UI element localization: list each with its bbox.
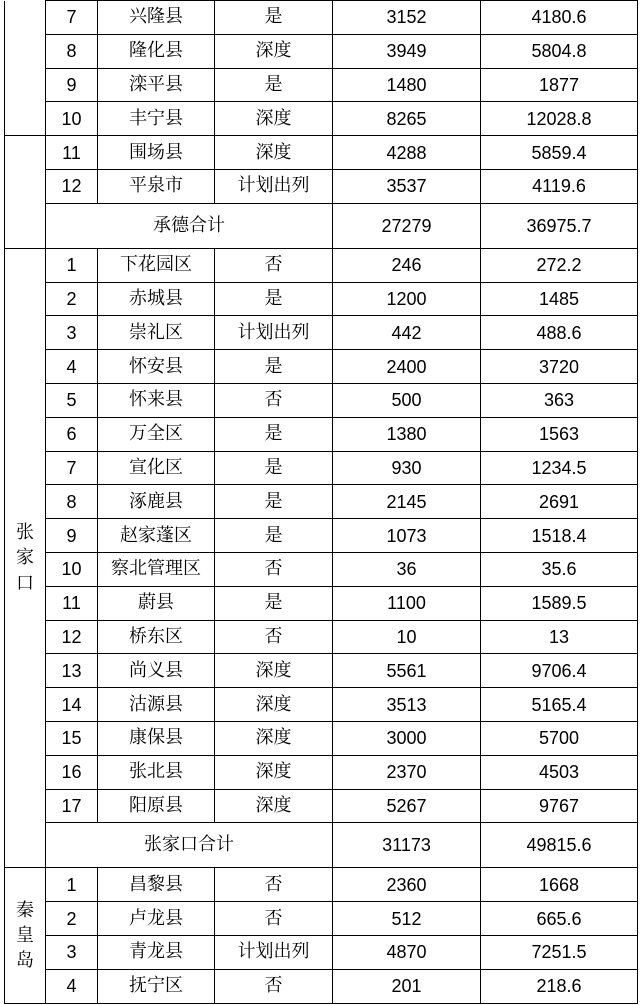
value-1-cell: 4870: [333, 935, 481, 969]
value-1-cell: 1200: [333, 282, 481, 316]
county-name-cell: 兴隆县: [98, 1, 215, 35]
value-2-cell: 1234.5: [481, 451, 638, 485]
table-row: [5, 519, 638, 553]
status-cell: 否: [215, 552, 333, 586]
table-row: [5, 1, 638, 35]
status-cell: 是: [215, 485, 333, 519]
city-cell: [5, 1, 46, 136]
county-name-cell: 抚宁区: [98, 969, 215, 1003]
value-1-cell: 500: [333, 383, 481, 417]
subtotal-label: 张家口合计: [46, 823, 333, 868]
county-name-cell: 怀安县: [98, 350, 215, 384]
subtotal-row: [5, 203, 638, 248]
value-2-cell: 5165.4: [481, 688, 638, 722]
value-1-cell: 4288: [333, 136, 481, 170]
subtotal-label: 承德合计: [46, 203, 333, 248]
row-number-cell: 10: [46, 102, 98, 136]
county-name-cell: 沽源县: [98, 688, 215, 722]
status-cell: 是: [215, 350, 333, 384]
value-2-cell: 5804.8: [481, 34, 638, 68]
row-number-cell: 5: [46, 383, 98, 417]
county-name-cell: 阳原县: [98, 789, 215, 823]
county-name-cell: 康保县: [98, 721, 215, 755]
value-1-cell: 8265: [333, 102, 481, 136]
subtotal-v2-cell: 36975.7: [481, 203, 638, 248]
table-row: [5, 586, 638, 620]
county-name-cell: 昌黎县: [98, 868, 215, 902]
row-number-cell: 2: [46, 902, 98, 936]
table-row: [5, 451, 638, 485]
value-1-cell: 442: [333, 316, 481, 350]
row-number-cell: 11: [46, 136, 98, 170]
table-row: [5, 721, 638, 755]
status-cell: 是: [215, 451, 333, 485]
value-1-cell: 2400: [333, 350, 481, 384]
value-2-cell: 665.6: [481, 902, 638, 936]
status-cell: 否: [215, 248, 333, 282]
status-cell: 否: [215, 620, 333, 654]
value-2-cell: 35.6: [481, 552, 638, 586]
status-cell: 否: [215, 969, 333, 1003]
status-cell: 深度: [215, 102, 333, 136]
table-row: [5, 383, 638, 417]
status-cell: 计划出列: [215, 316, 333, 350]
table-body: [5, 1, 638, 1004]
value-2-cell: 1668: [481, 868, 638, 902]
value-1-cell: 3000: [333, 721, 481, 755]
table-row: [5, 935, 638, 969]
county-name-cell: 涿鹿县: [98, 485, 215, 519]
value-2-cell: 1485: [481, 282, 638, 316]
value-1-cell: 1073: [333, 519, 481, 553]
value-2-cell: 7251.5: [481, 935, 638, 969]
value-2-cell: 488.6: [481, 316, 638, 350]
row-number-cell: 4: [46, 969, 98, 1003]
value-1-cell: 3513: [333, 688, 481, 722]
row-number-cell: 2: [46, 282, 98, 316]
value-2-cell: 1877: [481, 68, 638, 102]
table-row: [5, 485, 638, 519]
row-number-cell: 11: [46, 586, 98, 620]
status-cell: 是: [215, 68, 333, 102]
row-number-cell: 8: [46, 485, 98, 519]
table-row: [5, 248, 638, 282]
value-2-cell: 4180.6: [481, 1, 638, 35]
value-1-cell: 36: [333, 552, 481, 586]
table-row: [5, 34, 638, 68]
table-row: [5, 868, 638, 902]
value-2-cell: 1563: [481, 417, 638, 451]
status-cell: 是: [215, 417, 333, 451]
county-name-cell: 卢龙县: [98, 902, 215, 936]
status-cell: 深度: [215, 34, 333, 68]
status-cell: 深度: [215, 755, 333, 789]
table-row: [5, 316, 638, 350]
row-number-cell: 12: [46, 620, 98, 654]
table-row: [5, 654, 638, 688]
table-row: [5, 755, 638, 789]
status-cell: 深度: [215, 688, 333, 722]
county-name-cell: 察北管理区: [98, 552, 215, 586]
value-1-cell: 10: [333, 620, 481, 654]
county-name-cell: 尚义县: [98, 654, 215, 688]
value-1-cell: 5561: [333, 654, 481, 688]
subtotal-v2-cell: 49815.6: [481, 823, 638, 868]
county-name-cell: 怀来县: [98, 383, 215, 417]
row-number-cell: 9: [46, 68, 98, 102]
subtotal-v1-cell: 31173: [333, 823, 481, 868]
value-2-cell: 12028.8: [481, 102, 638, 136]
row-number-cell: 3: [46, 316, 98, 350]
table-row: [5, 969, 638, 1003]
subtotal-v1-cell: 27279: [333, 203, 481, 248]
row-number-cell: 14: [46, 688, 98, 722]
status-cell: 否: [215, 902, 333, 936]
status-cell: 是: [215, 282, 333, 316]
row-number-cell: 9: [46, 519, 98, 553]
county-name-cell: 隆化县: [98, 34, 215, 68]
city-cell: 秦 皇 岛: [5, 868, 46, 1003]
row-number-cell: 1: [46, 868, 98, 902]
table-row: [5, 688, 638, 722]
table-row: [5, 68, 638, 102]
value-2-cell: 4503: [481, 755, 638, 789]
value-2-cell: 5700: [481, 721, 638, 755]
value-1-cell: 2370: [333, 755, 481, 789]
value-1-cell: 3537: [333, 169, 481, 203]
status-cell: 否: [215, 868, 333, 902]
county-name-cell: 下花园区: [98, 248, 215, 282]
row-number-cell: 8: [46, 34, 98, 68]
value-2-cell: 272.2: [481, 248, 638, 282]
row-number-cell: 15: [46, 721, 98, 755]
row-number-cell: 17: [46, 789, 98, 823]
row-number-cell: 6: [46, 417, 98, 451]
value-1-cell: 512: [333, 902, 481, 936]
value-2-cell: 2691: [481, 485, 638, 519]
value-2-cell: 363: [481, 383, 638, 417]
table-row: [5, 552, 638, 586]
county-name-cell: 滦平县: [98, 68, 215, 102]
county-name-cell: 青龙县: [98, 935, 215, 969]
value-1-cell: 1100: [333, 586, 481, 620]
table-row: [5, 350, 638, 384]
value-1-cell: 2360: [333, 868, 481, 902]
status-cell: 深度: [215, 721, 333, 755]
row-number-cell: 7: [46, 1, 98, 35]
value-1-cell: 246: [333, 248, 481, 282]
county-name-cell: 万全区: [98, 417, 215, 451]
row-number-cell: 16: [46, 755, 98, 789]
value-1-cell: 1380: [333, 417, 481, 451]
status-cell: 深度: [215, 136, 333, 170]
table-row: [5, 620, 638, 654]
table-row: [5, 902, 638, 936]
value-2-cell: 1518.4: [481, 519, 638, 553]
row-number-cell: 4: [46, 350, 98, 384]
status-cell: 是: [215, 1, 333, 35]
table-row: [5, 789, 638, 823]
row-number-cell: 1: [46, 248, 98, 282]
county-name-cell: 围场县: [98, 136, 215, 170]
county-name-cell: 赵家蓬区: [98, 519, 215, 553]
value-2-cell: 13: [481, 620, 638, 654]
value-1-cell: 2145: [333, 485, 481, 519]
value-2-cell: 9706.4: [481, 654, 638, 688]
value-1-cell: 3152: [333, 1, 481, 35]
value-1-cell: 5267: [333, 789, 481, 823]
table-row: [5, 417, 638, 451]
table-row: [5, 282, 638, 316]
county-name-cell: 丰宁县: [98, 102, 215, 136]
table-row: [5, 102, 638, 136]
value-2-cell: 1589.5: [481, 586, 638, 620]
value-2-cell: 218.6: [481, 969, 638, 1003]
city-cell: [5, 136, 46, 249]
status-cell: 计划出列: [215, 169, 333, 203]
county-data-table: [4, 0, 638, 1004]
table-row: [5, 169, 638, 203]
city-cell: 张 家 口: [5, 248, 46, 868]
status-cell: 是: [215, 519, 333, 553]
row-number-cell: 12: [46, 169, 98, 203]
county-name-cell: 平泉市: [98, 169, 215, 203]
row-number-cell: 7: [46, 451, 98, 485]
row-number-cell: 3: [46, 935, 98, 969]
value-1-cell: 3949: [333, 34, 481, 68]
value-2-cell: 3720: [481, 350, 638, 384]
county-name-cell: 赤城县: [98, 282, 215, 316]
value-2-cell: 4119.6: [481, 169, 638, 203]
status-cell: 否: [215, 383, 333, 417]
value-1-cell: 201: [333, 969, 481, 1003]
subtotal-row: [5, 823, 638, 868]
value-1-cell: 1480: [333, 68, 481, 102]
value-2-cell: 9767: [481, 789, 638, 823]
status-cell: 深度: [215, 654, 333, 688]
county-name-cell: 崇礼区: [98, 316, 215, 350]
county-name-cell: 蔚县: [98, 586, 215, 620]
county-name-cell: 宣化区: [98, 451, 215, 485]
row-number-cell: 13: [46, 654, 98, 688]
value-2-cell: 5859.4: [481, 136, 638, 170]
value-1-cell: 930: [333, 451, 481, 485]
table-row: [5, 136, 638, 170]
county-name-cell: 桥东区: [98, 620, 215, 654]
status-cell: 计划出列: [215, 935, 333, 969]
county-name-cell: 张北县: [98, 755, 215, 789]
status-cell: 是: [215, 586, 333, 620]
status-cell: 深度: [215, 789, 333, 823]
row-number-cell: 10: [46, 552, 98, 586]
